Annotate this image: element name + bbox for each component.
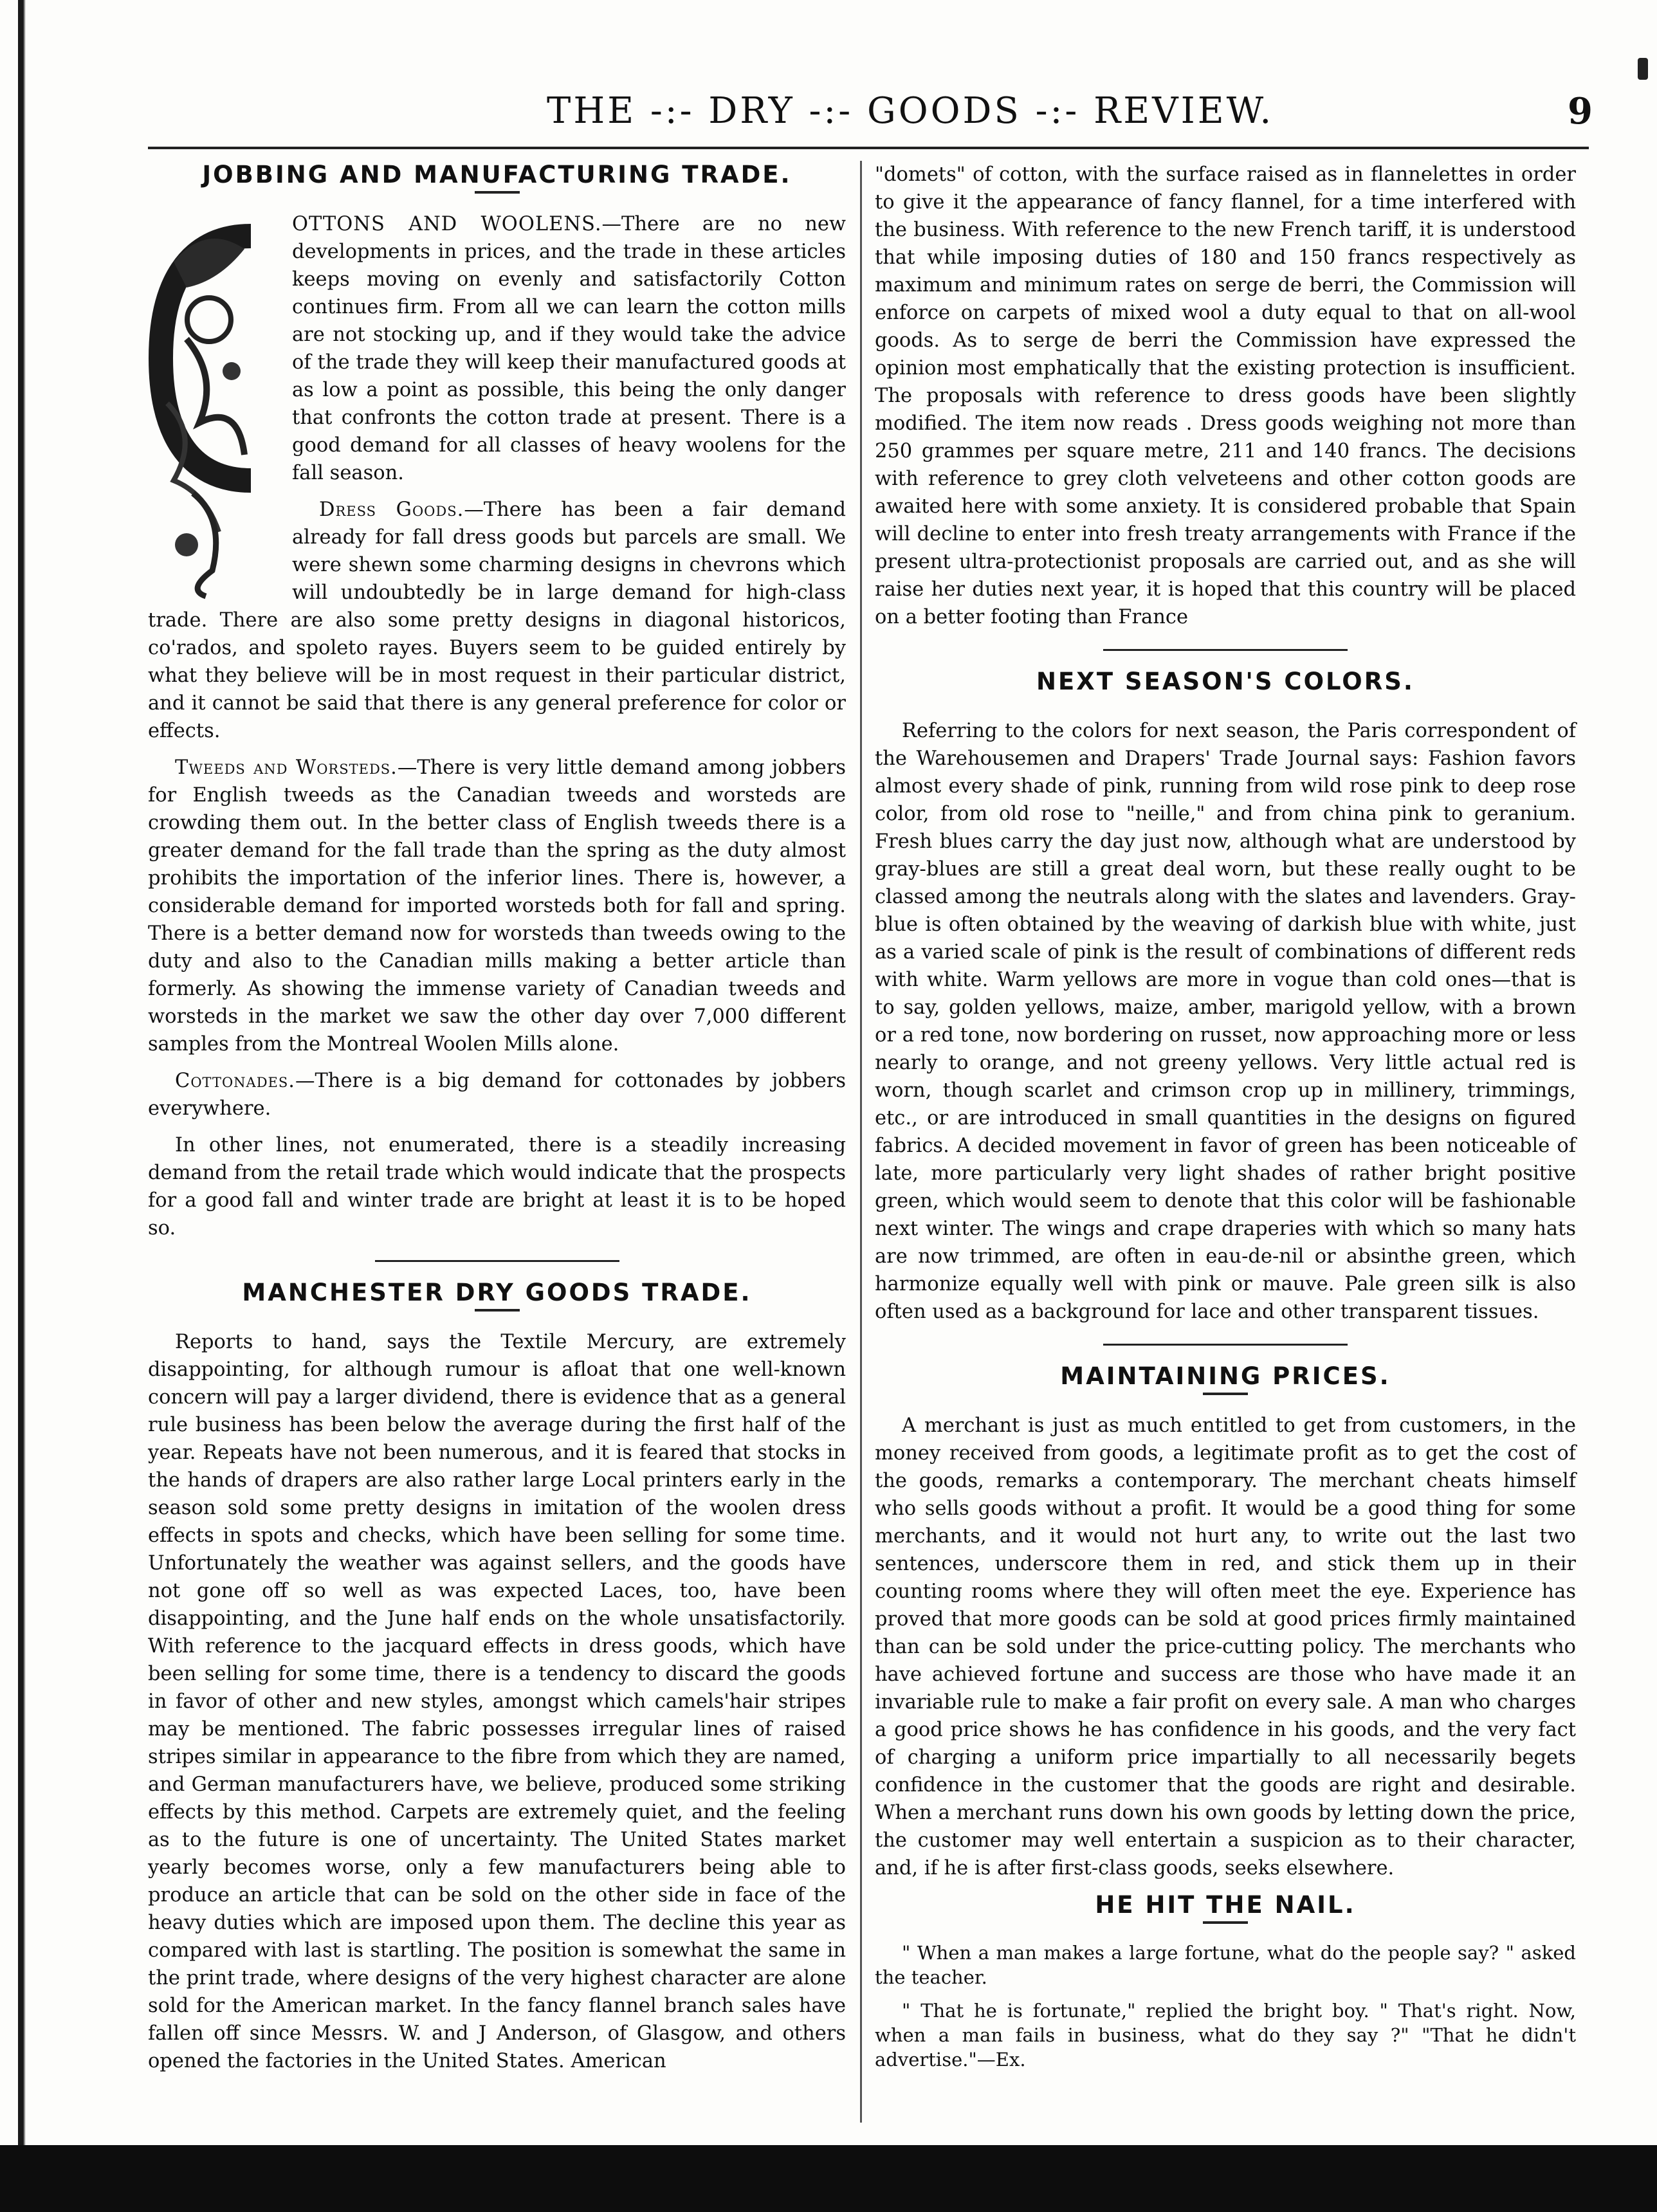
jobbing-section xyxy=(148,210,846,1242)
column-divider xyxy=(860,161,862,2123)
scan-mark xyxy=(1638,58,1648,80)
tweeds-text: —There is very little demand among jobbers for English tweeds as the Canadian tweeds and worsteds are crowding them out. In the better class of English tweeds there is a greater demand for the fall trade than the spring as the duty almost prohibits the importation of the inferior lines. There is, however, a considerable demand for imported worsteds both for fall and spring. There is a better demand now for worsteds than tweeds owing to the duty and also to the Canadian mills making a better article than formerly. As showing the immense variety of Canadian tweeds and worsteds in the market we saw the other day over 7,000 different samples from the Montreal Woolen Mills alone. xyxy=(148,756,846,1056)
left-column xyxy=(148,161,846,2123)
heading-dash xyxy=(1203,1921,1248,1924)
manchester-heading: MANCHESTER DRY GOODS TRADE. xyxy=(242,1279,752,1306)
cottons-text: —There are no new developments in prices, and the trade in these articles keeps moving on evenly and satisfactorily Cotton continues firm. From all we can learn the cotton mills are not stocking up, and if they would take the advice of the trade they will keep their manufactured goods at as low a point as possible, this being the only danger that confronts the cotton trade at present. There is a good demand for all classes of heavy woolens for the fall season. xyxy=(292,213,846,484)
continued-paragraph: "domets" of cotton, with the surface raised as in flannelettes in order to give it the appearance of fancy flannel, for a time interfered with the business. With reference to the new French tariff, it is understood that while imposing duties of 180 and 150 francs respectively as maximum and minimum rates on serge de berri, the Commission will enforce on carpets of mixed wool a duty equal to that on all-wool goods. As to serge de berri the Commission have expressed the opinion most emphatically that the existing protection is insufficient. The proposals with reference to dress goods have been slightly modified. The item now reads . Dress goods weighing not more than 250 grammes per square metre, 211 and 140 francs. The decisions with reference to grey cloth velveteens and other cotton goods are awaited here with some anxiety. It is considered probable that Spain will decline to enter into fresh treaty arrangements with France if the present ultra-protectionist proposals are carried out, and as she will raise her duties next year, it is hoped that this country will be placed on a better footing than France xyxy=(875,163,1576,628)
colors-paragraph: Referring to the colors for next season, the Paris correspondent of the Warehousemen and Drapers' Trade Journal says: Fashion favors almost every shade of pink, running from wild rose pink to deep rose color, from old rose to "neille," and from china pink to geranium. Fresh blues carry the day just now, although what are understood by gray-blues are still a great deal worn, but these really ought to be classed among the neutrals along with the slates and lavenders. Gray-blue is often obtained by the weaving of darkish blue with white, just as a varied scale of pink is the result of combinations of different reds with white. Warm yellows are more in vogue than cold ones—that is to say, golden yellows, maize, amber, marigold yellow, with a brown or a red tone, now bordering on russet, now approaching more or less nearly to orange, and not greeny yellows. Very little actual red is worn, though scarlet and crimson crop up in millinery, trimmings, etc., or are introduced in small quantities in the designs on figured fabrics. A decided movement in favor of green has been noticeable of late, more particularly very light shades of rather bright positive green, which would seem to denote that this color will be fashionable next winter. The wings and crape draperies with which so many hats are now trimmed, are often in eau-de-nil or absinthe green, which harmonize equally well with pink or mauve. Pale green silk is also often used as a background for lace and other transparent tissues. xyxy=(875,720,1576,1323)
manchester-paragraph: Reports to hand, says the Textile Mercury, are extremely disappointing, for although rumour is afloat that one well-known concern will pay a larger dividend, there is evidence that as a general rule business has been below the average during the first half of the year. Repeats have not been numerous, and it is feared that stocks in the hands of drapers are also rather large Local printers early in the season sold some pretty designs in imitation of the woolen dress effects in spots and checks, which have been selling for some time. Unfortunately the weather was against sellers, and the goods have not gone off so well as was expected Laces, too, have been disappointing, and the June half ends on the whole unsatisfactorily. With reference to the jacquard effects in dress goods, which have been selling for some time, there is a tendency to discard the goods in favor of other and new styles, amongst which camels'hair stripes may be mentioned. The fabric possesses irregular lines of raised stripes similar in appearance to the fibre from which they are named, and German manufacturers have, we believe, produced some striking effects by this method. Carpets are extremely quiet, and the feeling as to the future is one of uncertainty. The United States market yearly becomes worse, only a few manufacturers being able to produce an article that can be sold on the other side in face of the heavy duties which are imposed upon them. The decline this year as compared with last is startling. The position is somewhat the same in the print trade, where designs of the very highest character are alone sold for the American market. In the fancy flannel branch sales have fallen off since Messrs. W. and J Anderson, of Glasgow, and others opened the factories in the United States. American xyxy=(148,1331,846,2072)
nail-paragraph-2: " That he is fortunate," replied the bright boy. " That's right. Now, when a man fails in business, what do they say ?" "That he didn't advertise."—Ex. xyxy=(875,2000,1576,2070)
header-rule xyxy=(148,147,1589,149)
running-title: THE -:- DRY -:- GOODS -:- REVIEW. xyxy=(547,90,1274,132)
drop-cap-ornament-icon xyxy=(148,210,283,603)
dress-goods-text: —There has been a fair demand already for fall dress goods but parcels are small. We were shewn some charming designs in chevrons which will undoubtedly be in large demand for high-class trade. There are also some pretty designs in diagonal historicos, co'rados, and spoleto rayes. Buyers seem to be guided entirely by what they believe will be in most request in their particular district, and it cannot be said that there is any general preference for color or effects. xyxy=(148,498,846,742)
jobbing-paragraph-5: In other lines, not enumerated, there is a steadily increasing demand from the retail trade which would indicate that the prospects for a good fall and winter trade are bright at least it is to be hoped so. xyxy=(148,1134,846,1239)
heading-dash xyxy=(475,1309,520,1312)
heading-dash xyxy=(475,191,520,194)
right-column xyxy=(875,161,1576,2123)
dress-goods-lead: Dress Goods. xyxy=(319,498,464,521)
jobbing-heading: JOBBING AND MANUFACTURING TRADE. xyxy=(202,161,792,188)
jobbing-paragraph-3 xyxy=(148,754,846,1058)
heading-dash xyxy=(1203,1393,1248,1395)
section-rule xyxy=(1103,649,1348,651)
scan-bottom-border xyxy=(0,2145,1657,2212)
prices-heading: MAINTAINING PRICES. xyxy=(1060,1362,1391,1390)
running-header xyxy=(129,90,1595,142)
jobbing-paragraph-4 xyxy=(148,1067,846,1122)
ornamental-drop-cap xyxy=(148,210,283,603)
section-rule xyxy=(1103,1344,1348,1346)
nail-heading: HE HIT THE NAIL. xyxy=(1095,1891,1356,1919)
colors-heading: NEXT SEASON'S COLORS. xyxy=(1036,668,1414,695)
page-number: 9 xyxy=(1568,90,1595,133)
cottonades-lead: Cottonades. xyxy=(175,1070,295,1092)
tweeds-lead: Tweeds and Worsteds. xyxy=(175,756,398,779)
cottons-lead: OTTONS AND WOOLENS. xyxy=(292,213,602,235)
cottonades-text: —There is a big demand for cottonades by jobbers everywhere. xyxy=(148,1070,846,1120)
prices-paragraph: A merchant is just as much entitled to get from customers, in the money received from goods, a legitimate profit as to get the cost of the goods, remarks a contemporary. The merchant cheats himself who sells goods without a profit. It would be a good thing for some merchants, and it would not hurt any, to write out the last two sentences, underscore them in red, and stick them up in their counting rooms where they will often meet the eye. Experience has proved that more goods can be sold at good prices firmly maintained than can be sold under the price-cutting policy. The merchants who have achieved fortune and success are those who have made it an invariable rule to make a fair profit on every sale. A man who charges a good price shows he has confidence in his goods, and the very fact of charging a uniform price impartially to all necessarily begets confidence in the customer that the goods are right and desirable. When a merchant runs down his own goods by letting down the price, the customer may well entertain a suspicion as to their character, and, if he is after first-class goods, seeks elsewhere. xyxy=(875,1414,1576,1879)
section-rule xyxy=(375,1260,619,1262)
nail-paragraph-1: " When a man makes a large fortune, what do the people say? " asked the teacher. xyxy=(875,1942,1576,1988)
page-binding-edge xyxy=(18,0,37,2212)
